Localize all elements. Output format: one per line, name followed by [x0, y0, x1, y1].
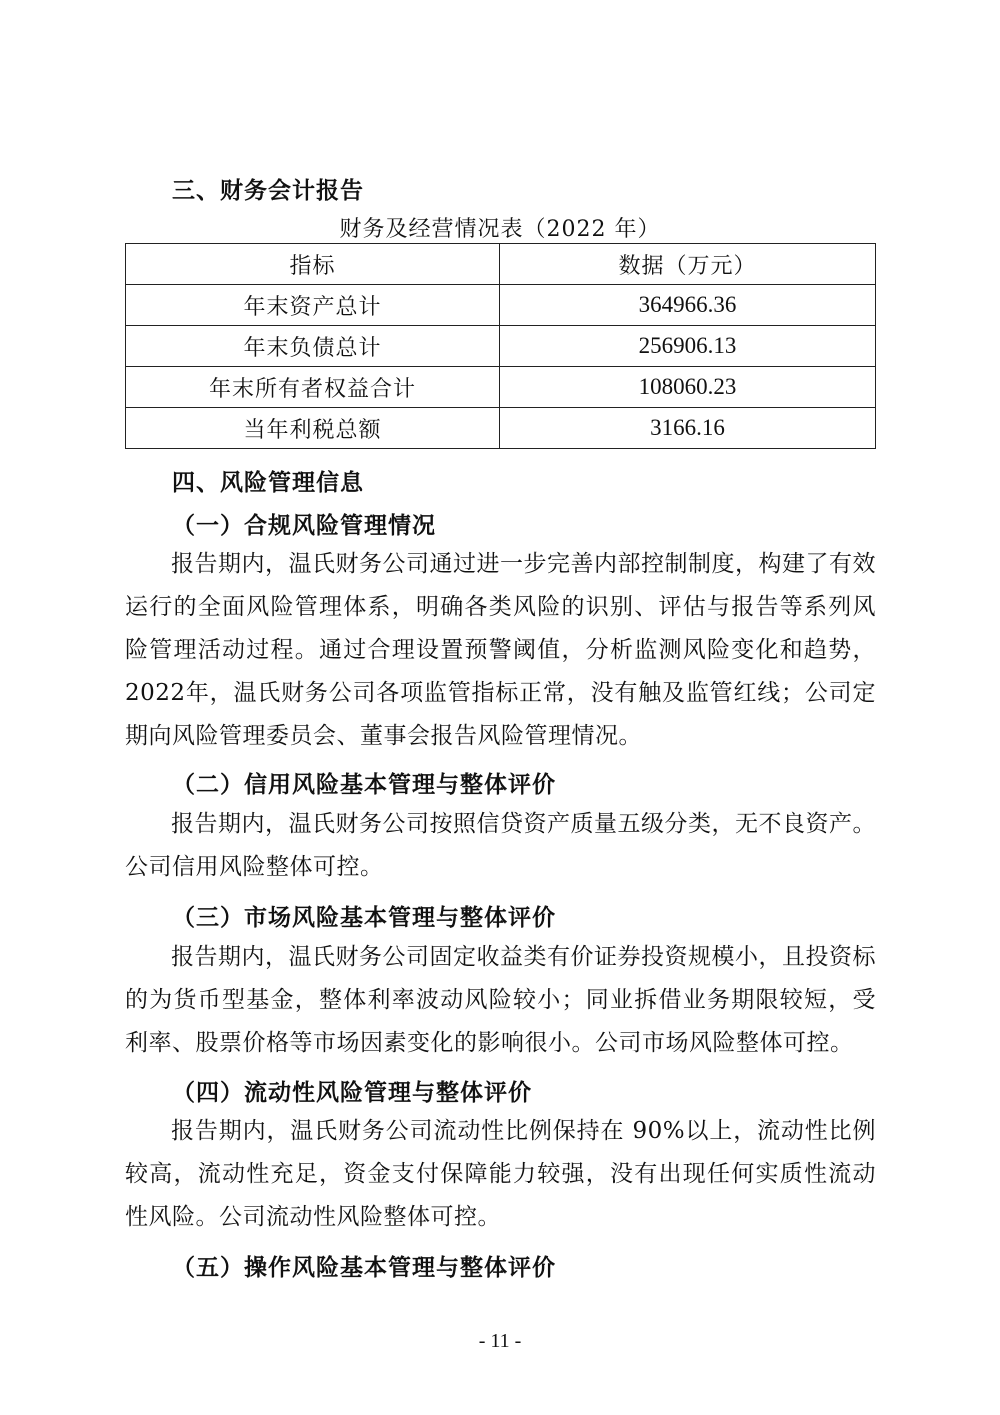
- row-value: 364966.36: [500, 285, 876, 326]
- table-caption: 财务及经营情况表（2022 年）: [339, 217, 661, 242]
- row-label: 年末负债总计: [126, 326, 500, 367]
- table-row: [126, 367, 876, 408]
- row-value: 108060.23: [500, 367, 876, 408]
- subsection-1-heading: （一）合规风险管理情况: [172, 513, 436, 539]
- row-value: 3166.16: [500, 408, 876, 449]
- row-label: 年末所有者权益合计: [126, 367, 500, 408]
- row-value: 256906.13: [500, 326, 876, 367]
- row-label: 年末资产总计: [126, 285, 500, 326]
- subsection-3-paragraph: 报告期内，温氏财务公司固定收益类有价证券投资规模小，且投资标的为货币型基金，整体利率波动风险较小；同业拆借业务期限较短，受利率、股票价格等市场因素变化的影响很小。公司市场风险整体可控。: [125, 944, 876, 1056]
- table-row: [126, 326, 876, 367]
- header-value: 数据（万元）: [500, 244, 876, 285]
- header-indicator: 指标: [126, 244, 500, 285]
- subsection-1-paragraph: 报告期内，温氏财务公司通过进一步完善内部控制制度，构建了有效运行的全面风险管理体系，明确各类风险的识别、评估与报告等系列风险管理活动过程。通过合理设置预警阈值，分析监测风险变化和趋势，2022年，温氏财务公司各项监管指标正常，没有触及监管红线；公司定期向风险管理委员会、董事会报告风险管理情况。: [125, 551, 876, 749]
- section-4-heading: 四、风险管理信息: [172, 470, 364, 496]
- subsection-3-heading: （三）市场风险基本管理与整体评价: [172, 905, 556, 931]
- financial-table: [125, 243, 876, 449]
- page-number: - 11 -: [478, 1330, 522, 1352]
- table-row: [126, 408, 876, 449]
- table-row: [126, 285, 876, 326]
- subsection-4-paragraph: 报告期内，温氏财务公司流动性比例保持在 90%以上，流动性比例较高，流动性充足，资金支付保障能力较强，没有出现任何实质性流动性风险。公司流动性风险整体可控。: [125, 1118, 876, 1230]
- row-label: 当年利税总额: [126, 408, 500, 449]
- subsection-2-paragraph: 报告期内，温氏财务公司按照信贷资产质量五级分类，无不良资产。公司信用风险整体可控。: [125, 811, 876, 880]
- subsection-5-heading: （五）操作风险基本管理与整体评价: [172, 1255, 556, 1281]
- subsection-2-heading: （二）信用风险基本管理与整体评价: [172, 772, 556, 798]
- table-header-row: [126, 244, 876, 285]
- section-3-heading: 三、财务会计报告: [172, 178, 364, 204]
- subsection-4-heading: （四）流动性风险管理与整体评价: [172, 1080, 532, 1106]
